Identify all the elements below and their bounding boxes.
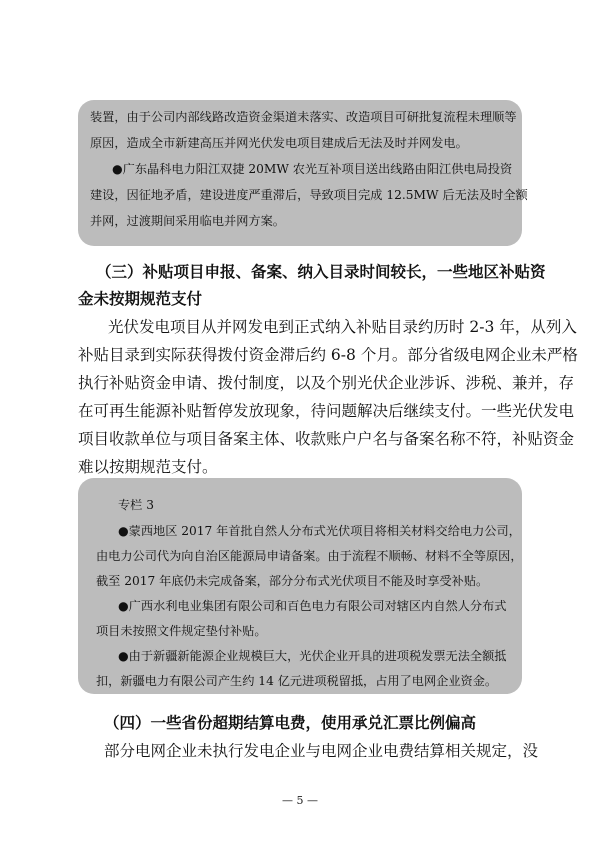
- section-3-heading-line-2: 金未按期规范支付: [78, 289, 203, 308]
- section-4-heading: （四）一些省份超期结算电费，使用承兑汇票比例偏高: [104, 713, 477, 732]
- info-box-continued: [78, 100, 528, 246]
- section-3-heading-line-1: （三）补贴项目申报、备案、纳入目录时间较长，一些地区补贴资: [96, 262, 546, 281]
- box1-line-5: 并网，过渡期间采用临电并网方案。: [90, 214, 285, 228]
- section-4-body-line-1: 部分电网企业未执行发电企业与电网企业电费结算相关规定，没: [104, 742, 539, 760]
- section-3-body-line-3: 执行补贴资金申请、拨付制度，以及个别光伏企业涉诉、涉税、兼并，存: [78, 374, 575, 392]
- box2-line-7: 扣，新疆电力有限公司产生约 14 亿元进项税留抵，占用了电网企业资金。: [96, 674, 498, 688]
- column-box-3: [78, 478, 522, 694]
- section-3-body-line-6: 难以按期规范支付。: [78, 458, 218, 476]
- box2-line-2: 由电力公司代为向自治区能源局申请备案。由于流程不顺畅、材料不全等原因，: [96, 549, 523, 563]
- box1-bullet-1: ●广东晶科电力阳江双捷 20MW 农光互补项目送出线路由阳江供电局投资: [112, 162, 513, 176]
- section-3-body-line-4: 在可再生能源补贴暂停发放现象，待问题解决后继续支付。一些光伏发电: [78, 402, 575, 420]
- section-3-body-line-5: 项目收款单位与项目备案主体、收款账户户名与备案名称不符，补贴资金: [78, 430, 575, 448]
- section-3-body-line-2: 补贴目录到实际获得拨付资金滞后约 6-8 个月。部分省级电网企业未严格: [78, 346, 578, 364]
- box2-line-3: 截至 2017 年底仍未完成备案，部分分布式光伏项目不能及时享受补贴。: [96, 574, 489, 588]
- box2-bullet-1: ●蒙西地区 2017 年首批自然人分布式光伏项目将相关材料交给电力公司，: [118, 524, 521, 538]
- box2-line-5: 项目未按照文件规定垫付补贴。: [96, 624, 267, 638]
- box1-line-2: 原因，造成全市新建高压并网光伏发电项目建成后无法及时并网发电。: [90, 136, 468, 150]
- column-box-title: 专栏 3: [118, 498, 155, 512]
- box2-bullet-2: ●广西水利电业集团有限公司和百色电力有限公司对辖区内自然人分布式: [118, 599, 507, 613]
- box2-bullet-3: ●由于新疆新能源企业规模巨大，光伏企业开具的进项税发票无法全额抵: [118, 649, 507, 663]
- box1-line-4: 建设，因征地矛盾，建设进度严重滞后，导致项目完成 12.5MW 后无法及时全额: [90, 188, 528, 202]
- page-number: — 5 —: [282, 794, 318, 807]
- section-3-body-line-1: 光伏发电项目从并网发电到正式纳入补贴目录约历时 2-3 年，从列入: [108, 318, 577, 336]
- box1-line-1: 装置，由于公司内部线路改造资金渠道未落实、改造项目可研批复流程未理顺等: [90, 110, 517, 124]
